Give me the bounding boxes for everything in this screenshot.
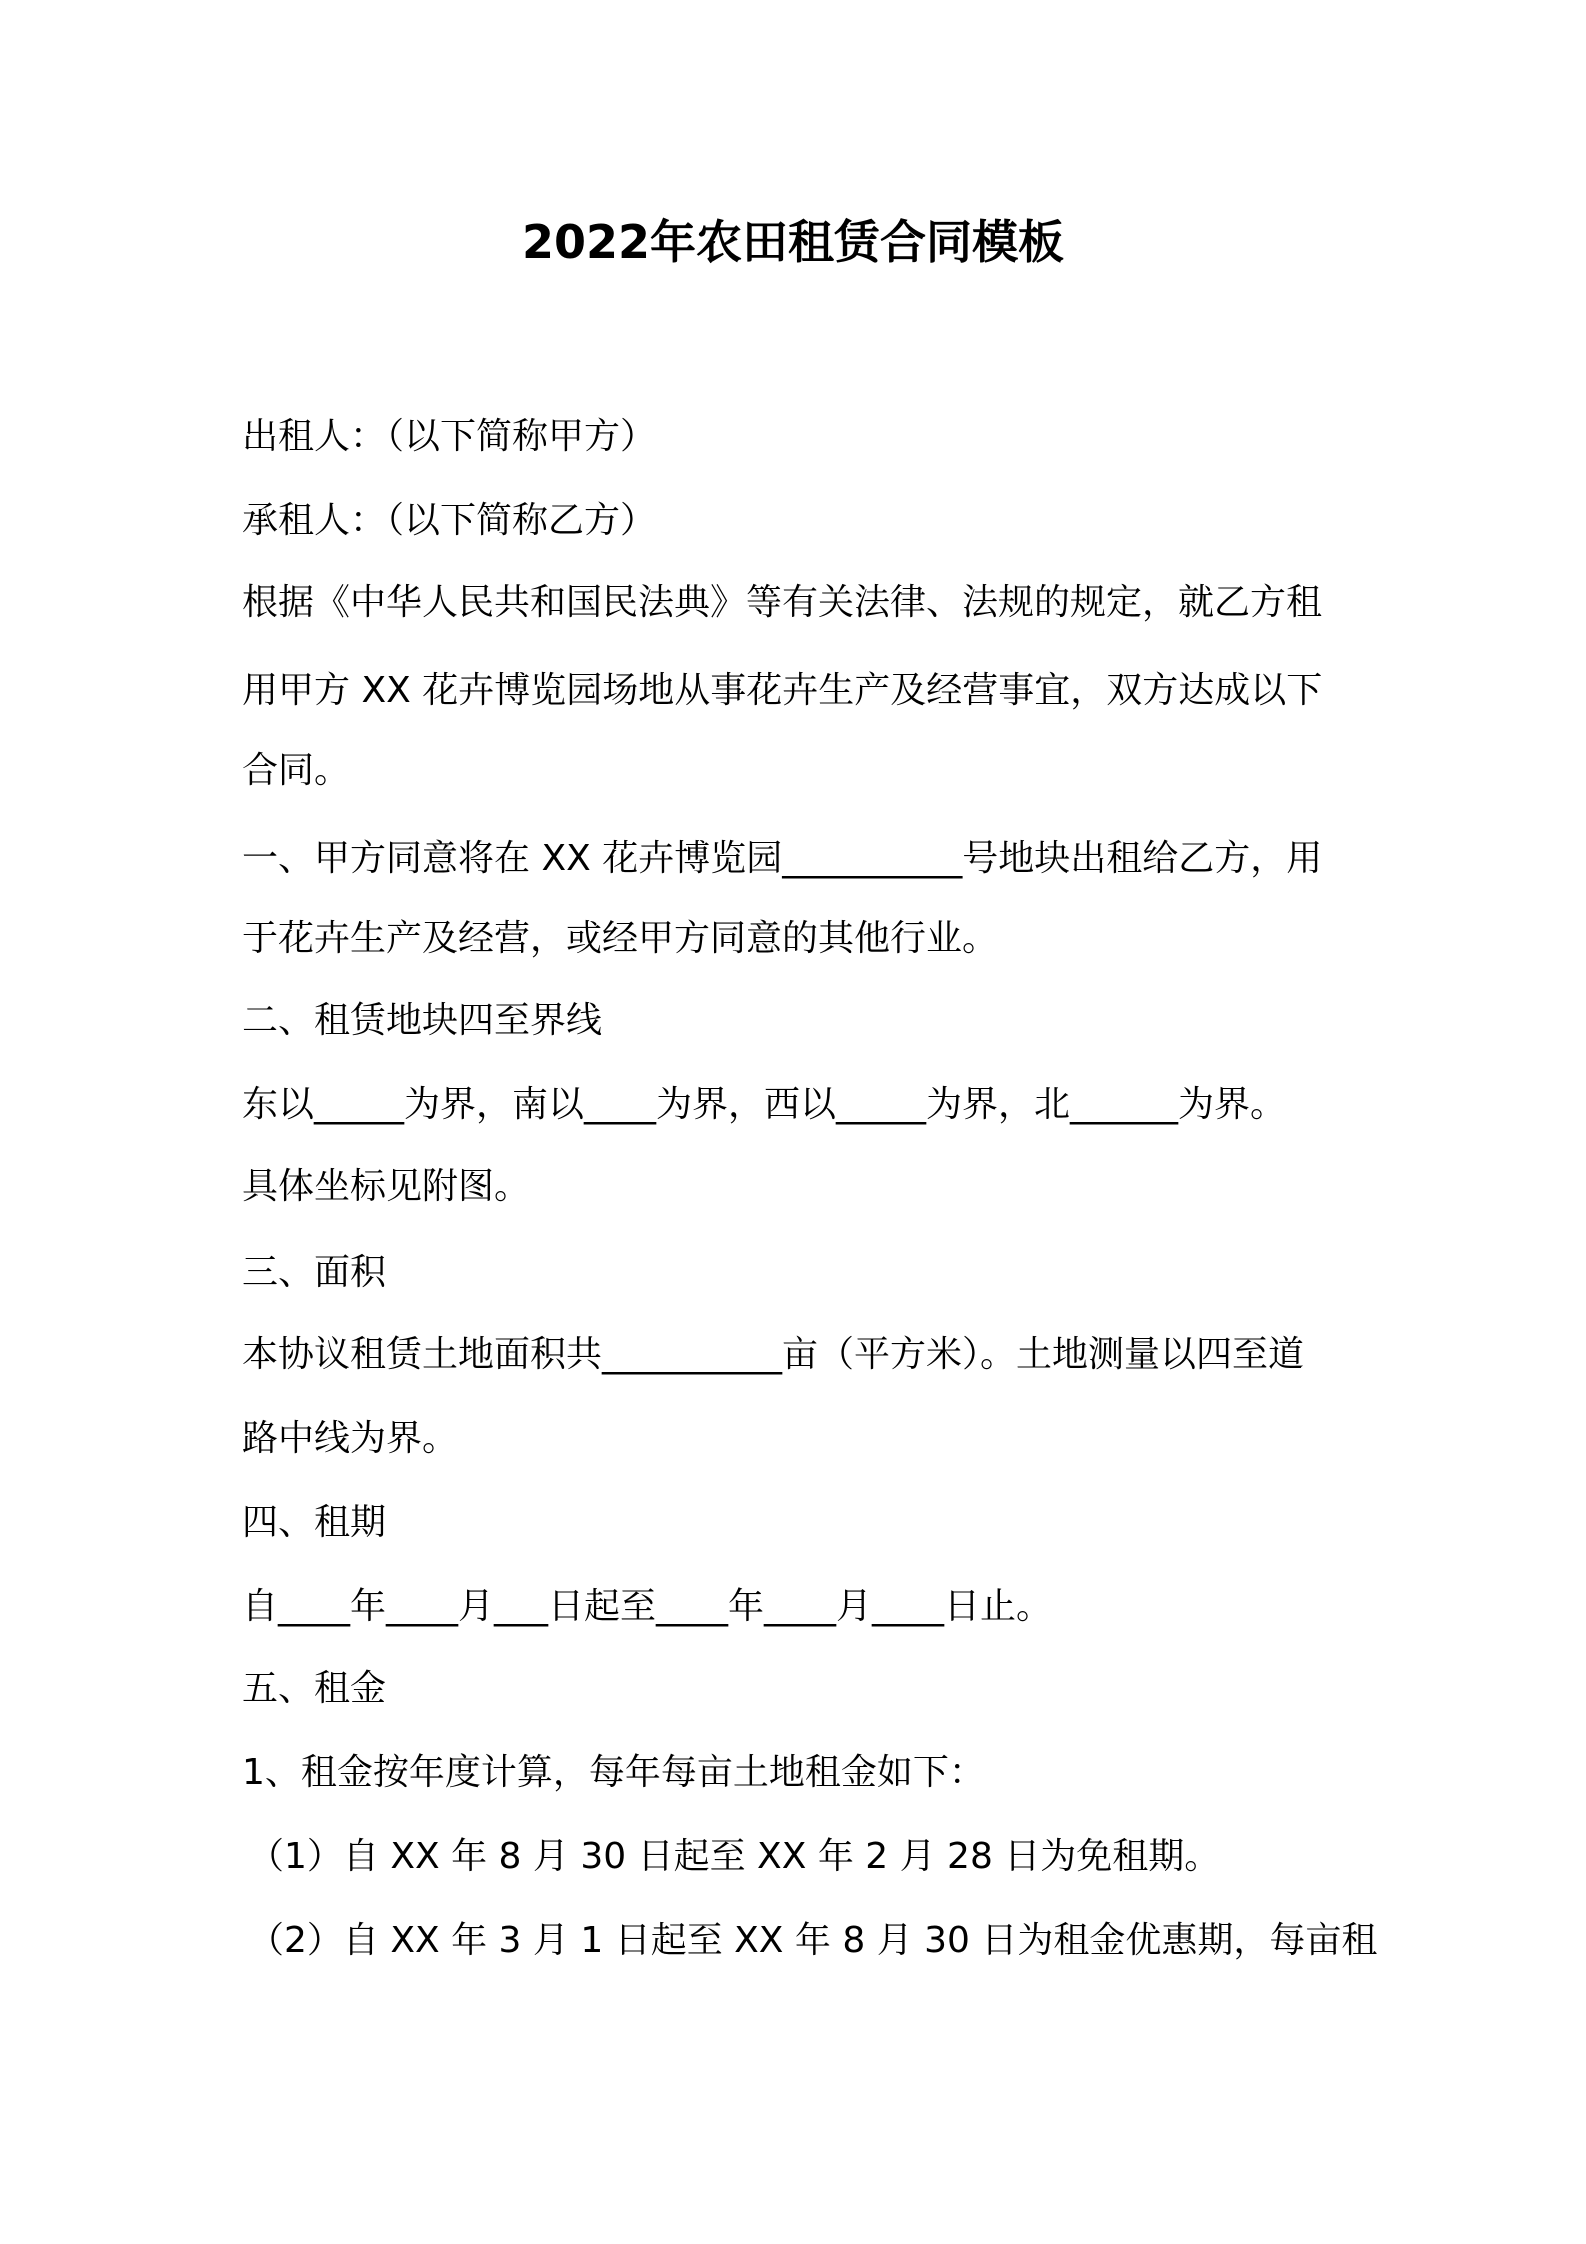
clause-1-line-1: 一、甲方同意将在 XX 花卉博览园__________号地块出租给乙方，用 — [242, 838, 1323, 879]
preamble-line-2: 用甲方 XX 花卉博览园场地从事花卉生产及经营事宜，双方达成以下 — [242, 670, 1323, 711]
lessor-line: 出租人：（以下简称甲方） — [242, 416, 657, 457]
rent-item-1: 1、租金按年度计算，每年每亩土地租金如下： — [242, 1752, 985, 1793]
term-line: 自____年____月___日起至____年____月____日止。 — [242, 1586, 1053, 1627]
lessee-line: 承租人：（以下简称乙方） — [242, 500, 657, 541]
clause-1-line-2: 于花卉生产及经营，或经甲方同意的其他行业。 — [242, 918, 999, 959]
boundary-line-2: 具体坐标见附图。 — [242, 1166, 531, 1207]
document-title: 2022年农田租赁合同模板 — [521, 215, 1065, 269]
section-3-heading: 三、面积 — [242, 1252, 387, 1293]
section-5-heading: 五、租金 — [242, 1668, 387, 1709]
section-4-heading: 四、租期 — [242, 1502, 387, 1543]
area-line-2: 路中线为界。 — [242, 1418, 459, 1459]
preamble-line-1: 根据《中华人民共和国民法典》等有关法律、法规的规定，就乙方租 — [242, 582, 1323, 623]
section-2-heading: 二、租赁地块四至界线 — [242, 1000, 603, 1041]
area-line-1: 本协议租赁土地面积共__________亩（平方米）。土地测量以四至道 — [242, 1334, 1305, 1375]
boundary-line-1: 东以_____为界，南以____为界，西以_____为界，北______为界。 — [242, 1084, 1287, 1125]
rent-subitem-2: （2）自 XX 年 3 月 1 日起至 XX 年 8 月 30 日为租金优惠期，每亩租 — [248, 1920, 1378, 1961]
rent-subitem-1: （1）自 XX 年 8 月 30 日起至 XX 年 2 月 28 日为免租期。 — [248, 1836, 1221, 1877]
preamble-line-3: 合同。 — [242, 750, 351, 791]
